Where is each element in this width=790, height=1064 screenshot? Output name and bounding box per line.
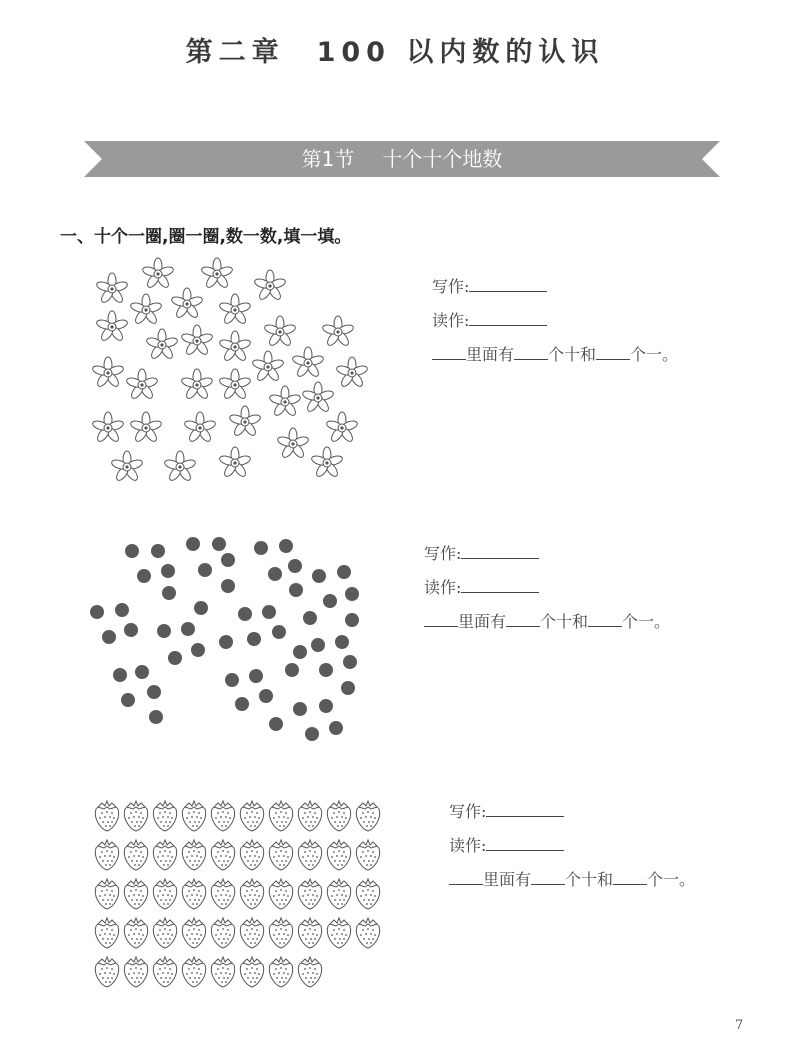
strawberry <box>269 801 292 831</box>
strawberry <box>240 918 263 948</box>
tens-unit: 个十和 <box>565 870 614 889</box>
strawberry <box>327 879 350 909</box>
strawberry <box>327 801 350 831</box>
strawberry <box>182 918 205 948</box>
strawberry <box>356 879 379 909</box>
ones-blank[interactable] <box>613 870 647 885</box>
dot <box>293 645 307 659</box>
strawberry <box>269 918 292 948</box>
strawberry <box>240 840 263 870</box>
strawberry <box>153 840 176 870</box>
dot <box>124 623 138 637</box>
strawberry <box>211 957 234 987</box>
strawberry <box>95 879 118 909</box>
write-blank[interactable] <box>469 277 547 292</box>
total-blank[interactable] <box>432 345 466 360</box>
flower <box>146 329 179 360</box>
flower <box>164 451 197 482</box>
contains-label: 里面有 <box>483 870 532 889</box>
strawberry <box>298 957 321 987</box>
dot <box>259 689 273 703</box>
strawberry <box>182 957 205 987</box>
flower <box>111 451 144 482</box>
write-line <box>432 270 678 304</box>
dot <box>285 663 299 677</box>
flower <box>142 258 175 289</box>
dot <box>249 669 263 683</box>
dot-picture <box>80 528 380 748</box>
dot <box>319 699 333 713</box>
dot <box>135 665 149 679</box>
strawberry <box>182 801 205 831</box>
contains-label: 里面有 <box>466 345 515 364</box>
strawberry <box>95 840 118 870</box>
chapter-title <box>0 30 790 69</box>
dot <box>335 635 349 649</box>
dot <box>147 685 161 699</box>
flower-picture <box>80 252 380 492</box>
strawberry <box>269 840 292 870</box>
section-heading <box>84 138 720 180</box>
dot <box>323 594 337 608</box>
strawberry <box>327 918 350 948</box>
read-blank[interactable] <box>486 836 564 851</box>
section-number: 第1节 <box>301 147 355 171</box>
chapter-name: 100 以内数的认识 <box>316 37 605 68</box>
dot <box>268 567 282 581</box>
read-label: 读作: <box>424 578 462 597</box>
flower <box>92 412 125 443</box>
contains-label: 里面有 <box>458 612 507 631</box>
strawberry <box>153 957 176 987</box>
total-blank[interactable] <box>424 612 458 627</box>
dot-items <box>90 537 359 741</box>
flower <box>96 311 129 342</box>
dot <box>305 727 319 741</box>
dot <box>137 569 151 583</box>
strawberry <box>95 957 118 987</box>
read-blank[interactable] <box>461 578 539 593</box>
dot <box>337 565 351 579</box>
strawberry <box>153 879 176 909</box>
dot <box>102 630 116 644</box>
section-banner <box>84 138 720 180</box>
flower <box>92 357 125 388</box>
flower <box>264 316 297 347</box>
flower <box>277 428 310 459</box>
flower <box>292 347 325 378</box>
tens-ones-line <box>432 338 678 372</box>
answer-block-dots <box>424 537 670 639</box>
dot <box>289 583 303 597</box>
flower <box>336 357 369 388</box>
strawberry <box>327 840 350 870</box>
dot <box>247 632 261 646</box>
strawberry <box>124 840 147 870</box>
dot <box>238 607 252 621</box>
dot <box>90 605 104 619</box>
dot <box>186 537 200 551</box>
dot <box>157 624 171 638</box>
strawberry <box>124 879 147 909</box>
ones-unit: 个一。 <box>647 870 696 889</box>
dot <box>198 563 212 577</box>
tens-blank[interactable] <box>531 870 565 885</box>
dot <box>303 611 317 625</box>
write-line <box>449 795 695 829</box>
dot <box>319 663 333 677</box>
tens-unit: 个十和 <box>540 612 589 631</box>
answer-block-flowers <box>432 270 678 372</box>
dot <box>194 601 208 615</box>
strawberry <box>95 801 118 831</box>
dot <box>121 693 135 707</box>
read-blank[interactable] <box>469 311 547 326</box>
page-number: 7 <box>735 1018 744 1033</box>
flower <box>171 288 204 319</box>
strawberry <box>95 918 118 948</box>
section-title: 十个十个地数 <box>382 147 503 171</box>
flower <box>126 369 159 400</box>
flower <box>302 382 335 413</box>
flower <box>229 406 262 437</box>
dot <box>212 537 226 551</box>
total-blank[interactable] <box>449 870 483 885</box>
read-line <box>449 829 695 863</box>
flower <box>252 351 285 382</box>
dot <box>162 586 176 600</box>
ones-blank[interactable] <box>596 345 630 360</box>
strawberry <box>211 879 234 909</box>
dot <box>254 541 268 555</box>
strawberry <box>182 840 205 870</box>
strawberry <box>182 879 205 909</box>
strawberry <box>124 918 147 948</box>
exercise-instruction: 一、十个一圈,圈一圈,数一数,填一填。 <box>60 227 352 247</box>
strawberry <box>298 801 321 831</box>
dot <box>341 681 355 695</box>
dot <box>161 564 175 578</box>
tens-ones-line <box>424 605 670 639</box>
dot <box>221 579 235 593</box>
read-line <box>432 304 678 338</box>
flower <box>219 294 252 325</box>
answer-block-strawberries <box>449 795 695 897</box>
strawberry <box>298 879 321 909</box>
chapter-label: 第二章 <box>185 37 285 68</box>
flower-items <box>92 258 369 482</box>
write-label: 写作: <box>449 802 487 821</box>
tens-blank[interactable] <box>506 612 540 627</box>
flower <box>96 273 129 304</box>
flower <box>181 325 214 356</box>
dot <box>221 553 235 567</box>
dot <box>293 702 307 716</box>
dot <box>329 721 343 735</box>
ones-blank[interactable] <box>588 612 622 627</box>
flower <box>254 270 287 301</box>
write-label: 写作: <box>424 544 462 563</box>
dot <box>235 697 249 711</box>
tens-ones-line <box>449 863 695 897</box>
strawberry <box>269 957 292 987</box>
strawberry <box>356 918 379 948</box>
strawberry <box>240 957 263 987</box>
flower <box>219 369 252 400</box>
strawberry <box>124 801 147 831</box>
read-line <box>424 571 670 605</box>
ones-unit: 个一。 <box>630 345 679 364</box>
strawberry <box>240 879 263 909</box>
dot <box>149 710 163 724</box>
tens-unit: 个十和 <box>548 345 597 364</box>
strawberry-picture <box>88 795 388 995</box>
dot <box>312 569 326 583</box>
dot <box>125 544 139 558</box>
read-label: 读作: <box>449 836 487 855</box>
flower <box>322 316 355 347</box>
write-blank[interactable] <box>461 544 539 559</box>
strawberry <box>240 801 263 831</box>
flower <box>311 447 344 478</box>
flower <box>130 294 163 325</box>
write-blank[interactable] <box>486 802 564 817</box>
dot <box>219 635 233 649</box>
strawberry <box>356 840 379 870</box>
flower <box>269 386 302 417</box>
strawberry <box>153 801 176 831</box>
flower <box>326 412 359 443</box>
strawberry-items <box>95 801 379 987</box>
dot <box>343 655 357 669</box>
write-line <box>424 537 670 571</box>
read-label: 读作: <box>432 311 470 330</box>
strawberry <box>153 918 176 948</box>
dot <box>113 668 127 682</box>
strawberry <box>211 801 234 831</box>
write-label: 写作: <box>432 277 470 296</box>
tens-blank[interactable] <box>514 345 548 360</box>
dot <box>151 544 165 558</box>
dot <box>115 603 129 617</box>
dot <box>279 539 293 553</box>
flower <box>184 412 217 443</box>
strawberry <box>298 840 321 870</box>
flower <box>181 369 214 400</box>
dot <box>269 717 283 731</box>
flower <box>130 412 163 443</box>
dot <box>311 638 325 652</box>
strawberry <box>124 957 147 987</box>
flower <box>201 258 234 289</box>
dot <box>225 673 239 687</box>
dot <box>345 613 359 627</box>
strawberry <box>269 879 292 909</box>
strawberry <box>211 918 234 948</box>
ones-unit: 个一。 <box>622 612 671 631</box>
dot <box>345 587 359 601</box>
dot <box>181 622 195 636</box>
dot <box>272 625 286 639</box>
flower <box>219 447 252 478</box>
strawberry <box>356 801 379 831</box>
flower <box>219 331 252 362</box>
dot <box>262 605 276 619</box>
strawberry <box>211 840 234 870</box>
dot <box>288 559 302 573</box>
strawberry <box>298 918 321 948</box>
dot <box>191 643 205 657</box>
dot <box>168 651 182 665</box>
